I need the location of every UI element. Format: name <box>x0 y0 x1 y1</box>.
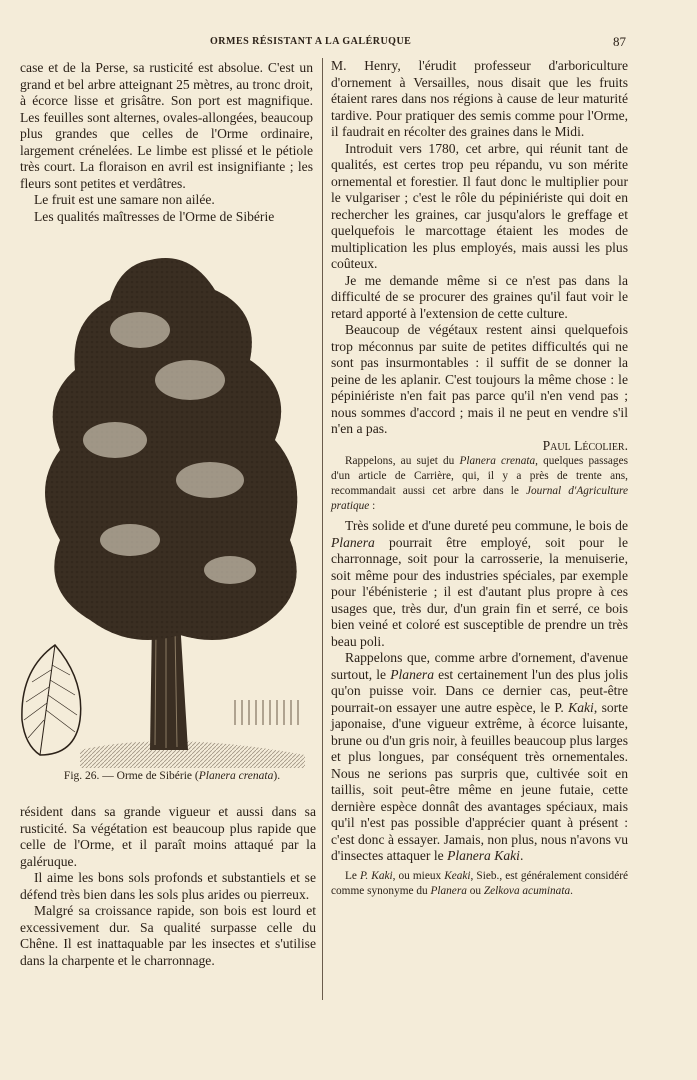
left-column-top <box>20 60 313 225</box>
signature: Paul Lécolier. <box>542 437 628 453</box>
editor-note: Rappelons, au sujet du Planera crenata, quelques passages d'un article de Carrière, qui, il y a près de trente ans, recommandait aussi cet arbre dans le Journal d'Agriculture pratique : <box>331 455 628 512</box>
running-title: ORMES RÉSISTANT A LA GALÉRUQUE <box>210 36 412 47</box>
paragraph: Introduit vers 1780, cet arbre, qui réunit tant de qualités, est certes trop peu répandu, vu son mérite ornemental et forestier. Il faut donc le multiplier pour le vulgariser ; c'est le rôle du pépiniériste qui doit en rechercher les graines, car jusqu'alors le greffage et quelquefois le marcottage étaient les modes de multiplication les plus employés, mais aussi les plus coûteux. <box>331 140 628 271</box>
paragraph: Rappelons que, comme arbre d'ornement, d'avenue surtout, le Planera est certainement l'un des plus jolis qu'on puisse voir. Dans ce dernier cas, peut-être pourrait-on essayer une autre espèce, le P. Kaki, sorte japonaise, d'une vigueur extrême, à écorce luisante, brune ou d'un gris noir, à feuilles beaucoup plus larges et plus longues, par conséquent très ornementales. Nous ne serions pas surpris que, cultivée soit en taillis, soit peut-être même en jeune futaie, cette dernière espèce donnât des avantages spéciaux, mais qu'il n'est pas possible d'apprécier quant à présent : c'est donc à essayer. Jamais, non plus, nous n'avons vu d'insectes attaquer le Planera Kaki. <box>331 650 628 863</box>
running-header <box>20 34 626 50</box>
paragraph: Le fruit est une samare non ailée. <box>34 192 215 207</box>
paragraph: Les qualités maîtresses de l'Orme de Sibérie <box>34 208 275 224</box>
footnote: Le P. Kaki, ou mieux Keaki, Sieb., est généralement considéré comme synonyme du Planera ou Zelkova acuminata. <box>331 869 628 897</box>
elm-tree-engraving <box>20 250 315 768</box>
page-number: 87 <box>613 34 626 49</box>
paragraph: Je me demande même si ce n'est pas dans la difficulté de se procurer des graines qu'il faut voir le retard apporté à l'extension de cette culture. <box>331 272 628 321</box>
paragraph: Très solide et d'une dureté peu commune, le bois de Planera pourrait être employé, soit pour le charronnage, soit pour la carrosserie, la menuiserie, soit même pour des industries spéciales, par exemple pour l'ébénisterie ; il est d'autant plus propre à ces usages que, très dur, d'un grain fin et serré, ce bois bien veiné et coloré est susceptible de prendre un très beau poli. <box>331 518 628 649</box>
left-column-bottom <box>20 804 316 969</box>
paragraph: case et de la Perse, sa rusticité est absolue. C'est un grand et bel arbre atteignant 25 mètres, au tronc droit, à écorce lisse et grisâtre. Son port est magnifique. Les feuilles sont alternes, ovales-allongées, beaucoup plus grandes que celles de l'Orme ordinaire, largement crénelées. Le limbe est plissé et le pétiole très court. La floraison en avril est insignifiante ; les fleurs sont petites et verdâtres. <box>20 60 313 191</box>
paragraph: Malgré sa croissance rapide, son bois est lourd et excessivement dur. Sa qualité surpasse celle du Chêne. Il est inattaquable par les insectes et s'utilise dans la charpente et le charronnage. <box>20 903 316 968</box>
paragraph: résident dans sa grande vigueur et aussi dans sa rusticité. Sa végétation est beaucoup plus rapide que celle de l'Orme, et il paraît moins attaqué par la galéruque. <box>20 804 316 869</box>
right-column <box>331 58 628 899</box>
column-divider <box>322 58 323 1000</box>
paragraph: Il aime les bons sols profonds et substantiels et se défend très bien dans les sols plus arides ou pierreux. <box>20 870 316 902</box>
tree-illustration <box>20 250 315 768</box>
paragraph: Beaucoup de végétaux restent ainsi quelquefois trop méconnus par suite de petites difficultés qui ne sont pas insurmontables : il suffit de se donner la peine de les aplanir. C'est toujours la même chose : le pépiniériste n'en fait pas parce qu'il n'en vend pas ; nous sommes d'accord ; mais il ne peut en vendre s'il n'en a pas. <box>331 322 628 436</box>
paragraph: M. Henry, l'érudit professeur d'arboriculture d'ornement à Versailles, nous disait que les fruits étaient rares dans nos régions à cause de leur maturité tardive. Pour pratiquer des semis comme pour l'Orme, il faudrait en récolter des graines dans le Midi. <box>331 58 628 139</box>
figure-caption: Fig. 26. — Orme de Sibérie (Planera crenata). <box>63 770 281 782</box>
